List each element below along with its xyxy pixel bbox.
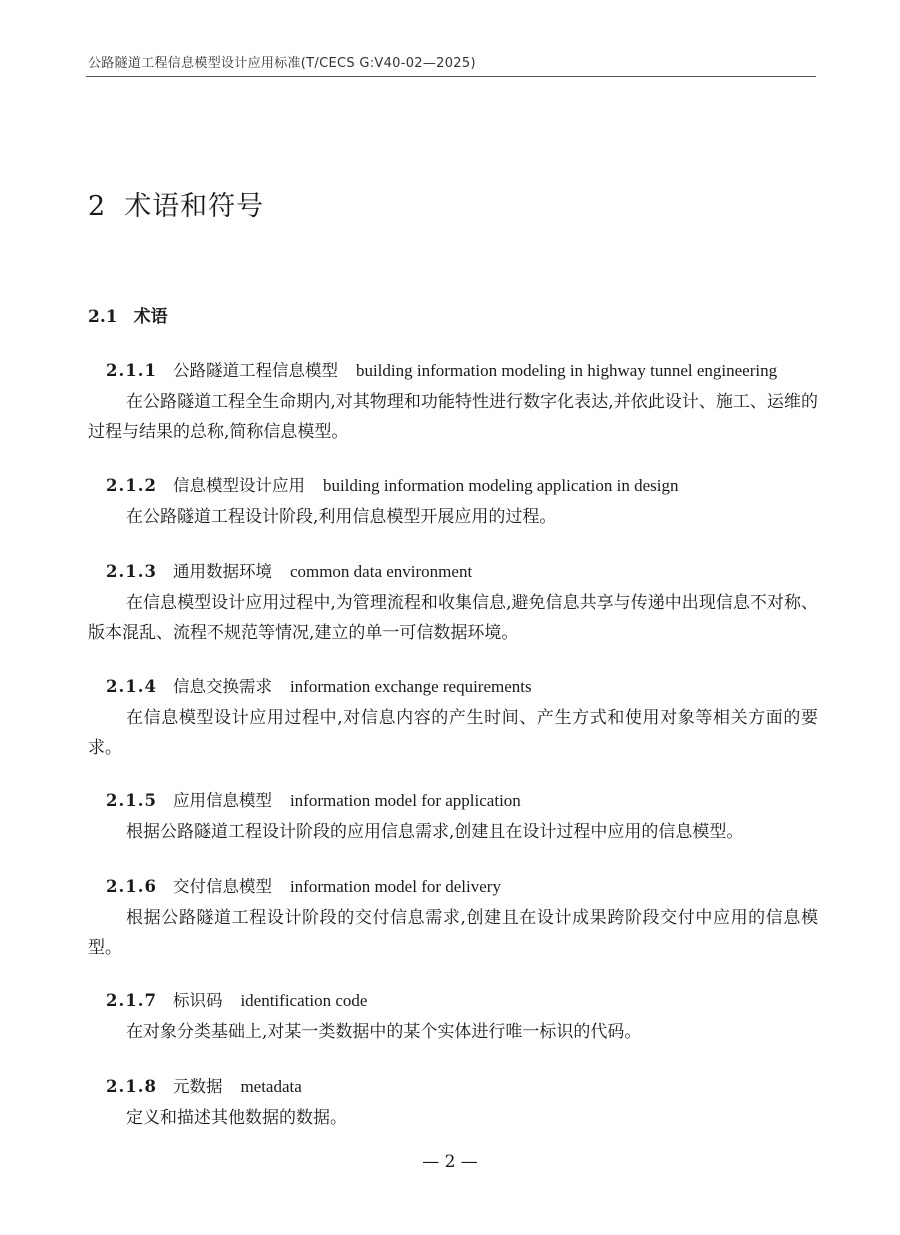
section-title: 术语 bbox=[133, 307, 168, 327]
term-heading bbox=[88, 673, 818, 701]
term-entry bbox=[88, 472, 818, 532]
term-number: 2.1.7 bbox=[106, 991, 157, 1010]
term-entry bbox=[88, 673, 818, 763]
term-number: 2.1.5 bbox=[106, 791, 157, 810]
term-chinese: 信息模型设计应用 bbox=[172, 476, 305, 495]
header-rule bbox=[86, 76, 816, 77]
term-english: identification code bbox=[240, 991, 368, 1010]
term-definition: 根据公路隧道工程设计阶段的交付信息需求,创建且在设计成果跨阶段交付中应用的信息模型。 bbox=[88, 908, 818, 958]
term-definition: 根据公路隧道工程设计阶段的应用信息需求,创建且在设计过程中应用的信息模型。 bbox=[126, 822, 744, 842]
chapter-title bbox=[88, 184, 264, 223]
term-heading bbox=[88, 1073, 818, 1101]
term-chinese: 通用数据环境 bbox=[172, 562, 272, 581]
term-chinese: 元数据 bbox=[172, 1077, 223, 1096]
page-number: — 2 — bbox=[422, 1152, 478, 1172]
term-english: building information modeling in highway tunnel engineering bbox=[355, 361, 778, 380]
section-number: 2.1 bbox=[88, 307, 118, 327]
term-number: 2.1.8 bbox=[106, 1077, 157, 1096]
term-number: 2.1.6 bbox=[106, 877, 157, 896]
term-english: information exchange requirements bbox=[289, 677, 532, 696]
term-english: common data environment bbox=[289, 562, 473, 581]
term-heading bbox=[88, 357, 818, 385]
section-heading bbox=[88, 302, 168, 327]
term-number: 2.1.4 bbox=[106, 677, 157, 696]
term-entry bbox=[88, 357, 818, 447]
term-definition: 在公路隧道工程设计阶段,利用信息模型开展应用的过程。 bbox=[126, 507, 557, 527]
term-chinese: 信息交换需求 bbox=[172, 677, 272, 696]
chapter-title-text: 术语和符号 bbox=[124, 191, 265, 222]
term-chinese: 应用信息模型 bbox=[172, 791, 272, 810]
term-heading bbox=[88, 472, 818, 500]
term-english: information model for delivery bbox=[289, 877, 501, 896]
term-entry bbox=[88, 873, 818, 963]
term-definition: 在对象分类基础上,对某一类数据中的某个实体进行唯一标识的代码。 bbox=[126, 1022, 642, 1042]
running-header: 公路隧道工程信息模型设计应用标准(T/CECS G:V40-02—2025) bbox=[88, 56, 476, 71]
term-number: 2.1.3 bbox=[106, 562, 157, 581]
term-entry bbox=[88, 987, 818, 1047]
term-number: 2.1.2 bbox=[106, 476, 157, 495]
term-english: metadata bbox=[240, 1077, 302, 1096]
term-number: 2.1.1 bbox=[106, 361, 157, 380]
term-heading bbox=[88, 787, 818, 815]
term-chinese: 交付信息模型 bbox=[172, 877, 272, 896]
term-definition: 在信息模型设计应用过程中,对信息内容的产生时间、产生方式和使用对象等相关方面的要求。 bbox=[88, 708, 818, 758]
term-entry bbox=[88, 1073, 818, 1133]
term-definition: 在信息模型设计应用过程中,为管理流程和收集信息,避免信息共享与传递中出现信息不对称、版本混乱、流程不规范等情况,建立的单一可信数据环境。 bbox=[88, 593, 818, 643]
term-chinese: 标识码 bbox=[172, 991, 223, 1010]
term-heading bbox=[88, 873, 818, 901]
term-entry bbox=[88, 558, 818, 648]
term-definition: 在公路隧道工程全生命期内,对其物理和功能特性进行数字化表达,并依此设计、施工、运维的过程与结果的总称,简称信息模型。 bbox=[88, 392, 818, 442]
term-chinese: 公路隧道工程信息模型 bbox=[172, 361, 338, 380]
term-entry bbox=[88, 787, 818, 847]
term-definition: 定义和描述其他数据的数据。 bbox=[126, 1108, 347, 1128]
term-english: building information modeling application in design bbox=[322, 476, 679, 495]
term-english: information model for application bbox=[289, 791, 521, 810]
term-heading bbox=[88, 558, 818, 586]
chapter-number: 2 bbox=[88, 191, 107, 222]
term-heading bbox=[88, 987, 818, 1015]
